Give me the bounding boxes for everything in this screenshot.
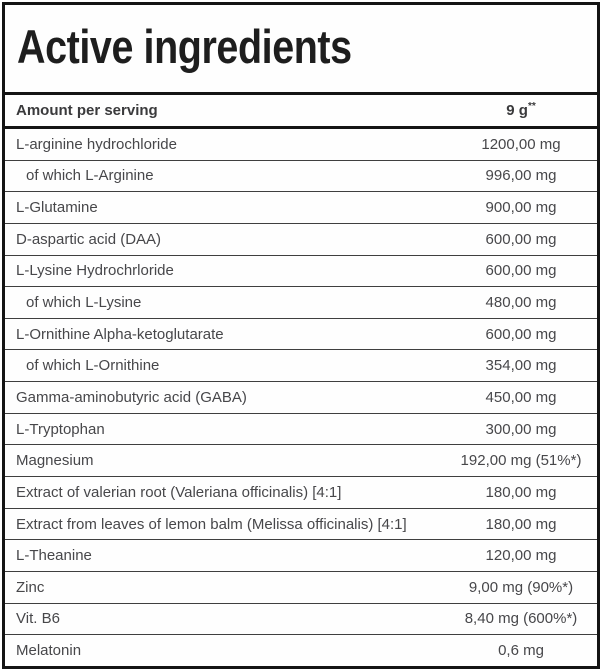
ingredient-name: L-Ornithine Alpha-ketoglutarate: [16, 325, 224, 343]
table-header-row: [5, 95, 597, 129]
header-serving-size: [445, 102, 597, 119]
title-block: [5, 5, 597, 95]
ingredient-rows: [5, 129, 597, 666]
ingredient-name: of which L-Arginine: [26, 167, 154, 185]
ingredient-amount: 0,6 mg: [498, 642, 544, 660]
ingredient-amount: 450,00 mg: [485, 388, 557, 406]
ingredient-name: of which L-Lysine: [26, 294, 142, 312]
serving-size-footnote-marks: **: [527, 101, 536, 112]
serving-size-value: 9 g: [506, 102, 528, 119]
ingredient-amount: 192,00 mg (51%*): [460, 452, 582, 470]
ingredient-name: L-Theanine: [16, 547, 92, 565]
table-row: [5, 319, 597, 351]
table-row: [5, 382, 597, 414]
table-row: [5, 635, 597, 666]
table-row: [5, 161, 597, 193]
ingredient-name: Magnesium: [16, 452, 94, 470]
table-row: [5, 477, 597, 509]
table-row: [5, 445, 597, 477]
header-amount-per-serving: Amount per serving: [16, 102, 158, 119]
table-row: [5, 509, 597, 541]
ingredient-name: of which L-Ornithine: [26, 357, 160, 375]
ingredient-amount: 180,00 mg: [485, 483, 557, 501]
ingredient-amount: 1200,00 mg: [481, 135, 561, 153]
ingredient-amount: 354,00 mg: [485, 357, 557, 375]
table-row: [5, 350, 597, 382]
table-row: [5, 287, 597, 319]
ingredient-amount: 600,00 mg: [485, 230, 557, 248]
ingredient-amount: 8,40 mg (600%*): [464, 610, 578, 628]
page-title: Active ingredients: [17, 20, 352, 73]
ingredient-amount: 9,00 mg (90%*): [468, 578, 574, 596]
table-row: [5, 540, 597, 572]
ingredient-amount: 180,00 mg: [485, 515, 557, 533]
ingredient-name: L-Glutamine: [16, 199, 98, 217]
ingredient-amount: 600,00 mg: [485, 262, 557, 280]
ingredient-amount: 996,00 mg: [485, 167, 557, 185]
ingredient-name: Extract of valerian root (Valeriana officinalis) [4:1]: [16, 483, 342, 501]
ingredient-name: D-aspartic acid (DAA): [16, 230, 162, 248]
active-ingredients-panel: [2, 2, 600, 669]
ingredient-name: Extract from leaves of lemon balm (Melissa officinalis) [4:1]: [16, 515, 407, 533]
ingredient-name: Gamma-aminobutyric acid (GABA): [16, 388, 247, 406]
table-row: [5, 572, 597, 604]
table-row: [5, 256, 597, 288]
ingredient-amount: 480,00 mg: [485, 294, 557, 312]
ingredient-name: Melatonin: [16, 642, 82, 660]
table-row: [5, 192, 597, 224]
table-row: [5, 129, 597, 161]
ingredient-name: Vit. B6: [16, 610, 60, 628]
ingredient-name: L-arginine hydrochloride: [16, 135, 177, 153]
table-row: [5, 604, 597, 636]
ingredient-amount: 120,00 mg: [485, 547, 557, 565]
ingredient-name: L-Tryptophan: [16, 420, 105, 438]
table-row: [5, 414, 597, 446]
table-row: [5, 224, 597, 256]
ingredient-amount: 900,00 mg: [485, 199, 557, 217]
ingredient-amount: 300,00 mg: [485, 420, 557, 438]
ingredient-name: L-Lysine Hydrochrloride: [16, 262, 174, 280]
ingredient-name: Zinc: [16, 578, 45, 596]
ingredient-amount: 600,00 mg: [485, 325, 557, 343]
